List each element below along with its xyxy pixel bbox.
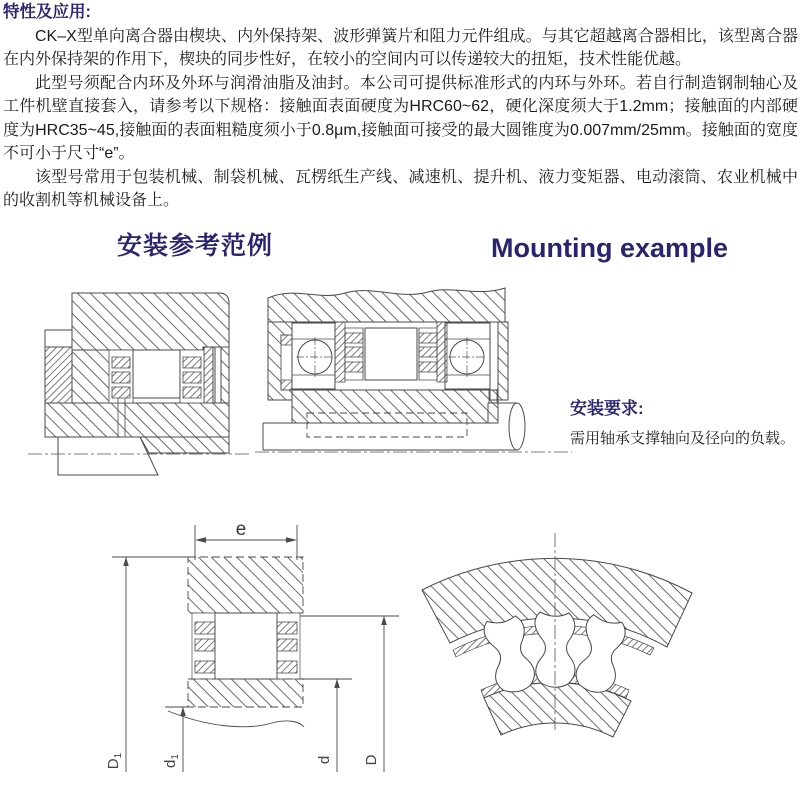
features-section	[3, 1, 798, 213]
dimension-figure	[0, 505, 800, 812]
dimension-cross-section	[105, 519, 399, 772]
mounting-title-zh: 安装参考范例	[117, 232, 274, 260]
dim-label-d1: $d_1$	[162, 754, 181, 768]
features-paragraph-3: 该型号常用于包装机械、制袋机械、瓦楞纸生产线、减速机、提升机、液力变矩器、电动滚筒、农业机械中的收割机等机械设备上。	[3, 168, 798, 209]
install-requirements-note	[570, 394, 800, 448]
section-view-shaft-assembly	[255, 288, 572, 452]
section-view-wall-mounted	[28, 293, 252, 475]
dim-label-D: D	[363, 754, 380, 766]
dim-label-D1: $D_1$	[105, 752, 124, 770]
features-paragraph-2: 此型号须配合内环及外环与润滑油脂及油封。本公司可提供标准形式的内环与外环。若自行制造钢制轴心及工件机壁直接套入，请参考以下规格：接触面表面硬度为HRC60~62，硬化深度须大于1.2mm；接触面的内部硬度为HRC35~45,接触面的表面粗糙度须小于0.8μm,接触面可接受的最大圆锥度为0.007mm/25mm。接触面的宽度不可小于尺寸“e”。	[3, 74, 798, 162]
sprag-detail-drawing	[422, 533, 692, 737]
features-paragraph-1: CK–X型单向离合器由楔块、内外保持架、波形弹簧片和阻力元件组成。与其它超越离合器相比，该型离合器在内外保持架的作用下，楔块的同步性好，在较小的空间内可以传递较大的扭矩，技术性能优越。	[3, 27, 798, 68]
install-req-title: 安装要求:	[570, 399, 644, 418]
features-heading: 特性及应用:	[3, 3, 91, 21]
install-req-body: 需用轴承支撑轴向及径向的负载。	[570, 430, 796, 447]
dim-label-e: e	[235, 519, 247, 540]
dim-label-d: d	[316, 755, 333, 765]
mounting-title-en: Mounting example	[491, 233, 729, 263]
